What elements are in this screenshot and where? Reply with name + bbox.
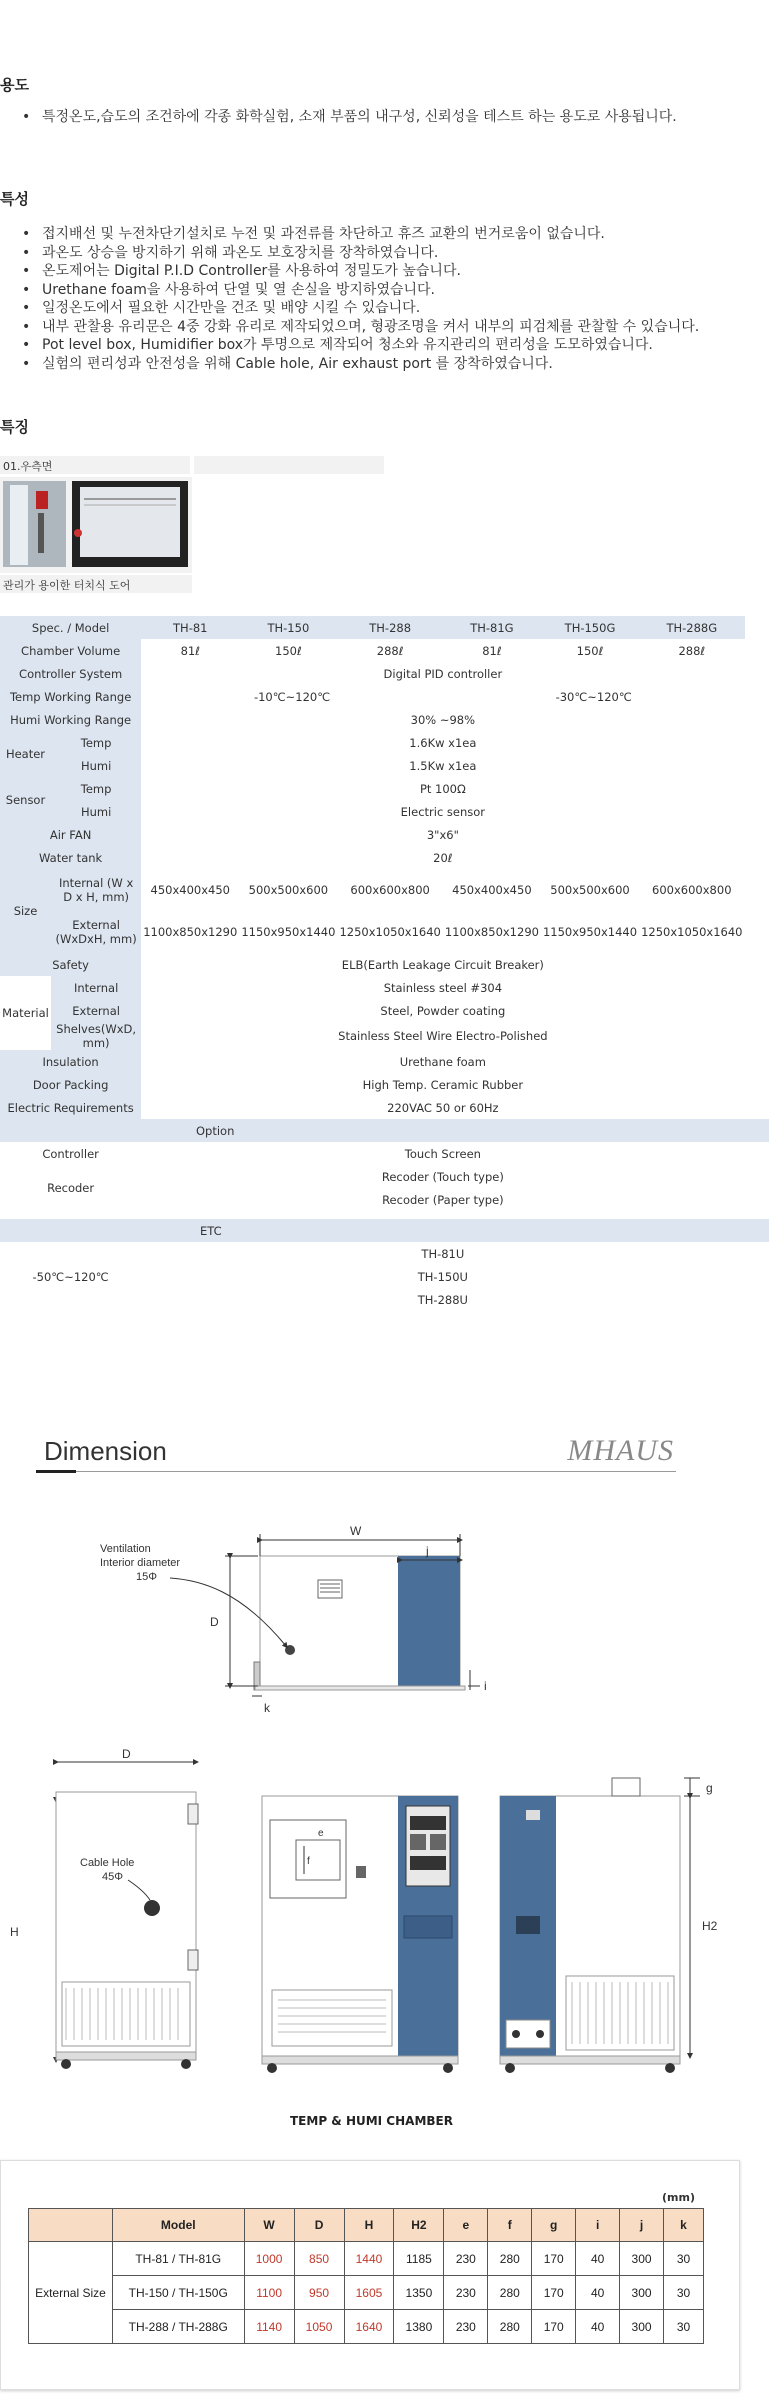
- cell: 280: [488, 2310, 532, 2344]
- dimension-title: Dimension: [44, 1436, 167, 1466]
- cell: 3"x6": [426, 827, 459, 842]
- cell: -30℃~120℃: [555, 689, 632, 704]
- row-label: Sensor: [0, 777, 51, 823]
- special-caption: 관리가 용이한 터치식 도어: [0, 575, 192, 593]
- cell: 40: [576, 2242, 620, 2276]
- row-label: Electric Requirements: [0, 1096, 141, 1119]
- cell: Recoder (Paper type): [382, 1192, 504, 1207]
- special-tab-empty: [194, 456, 384, 474]
- cell: 1250x1050x1640: [641, 925, 743, 939]
- table-row: [0, 846, 769, 869]
- cell: 150ℓ: [576, 643, 604, 658]
- drawing-caption: TEMP & HUMI CHAMBER: [290, 2114, 453, 2128]
- special-title: 특징: [0, 418, 29, 436]
- feature-item: • 일정온도에서 필요한 시간만을 건조 및 배양 시킬 수 있습니다.: [22, 299, 759, 318]
- cell: -10℃~120℃: [253, 689, 331, 704]
- dimension-header: [36, 1428, 676, 1472]
- dim-header-cell: j: [620, 2209, 664, 2242]
- table-row: [29, 2276, 704, 2310]
- label-g: g: [706, 1781, 713, 1795]
- row-label: Air FAN: [0, 823, 141, 846]
- spec-header-cell: TH-288G: [639, 616, 744, 639]
- label-h: H: [10, 1925, 19, 1939]
- cell: 230: [444, 2310, 488, 2344]
- row-label: Controller: [42, 1146, 99, 1161]
- back-view-drawing: [500, 1778, 718, 2073]
- cell: 170: [532, 2242, 576, 2276]
- row-label: Size: [0, 869, 51, 953]
- label-d-top: D: [210, 1615, 219, 1629]
- cell: 288ℓ: [678, 643, 706, 658]
- feature-item: • 과온도 상승을 방지하기 위해 과온도 보호장치를 장착하였습니다.: [22, 244, 759, 263]
- dim-header-cell: H: [344, 2209, 394, 2242]
- row-label: Chamber Volume: [0, 639, 141, 662]
- cell: 1000: [244, 2242, 294, 2276]
- cell: Touch Screen: [404, 1146, 481, 1161]
- label-d-side: D: [122, 1747, 131, 1761]
- cell: Stainless Steel Wire Electro-Polished: [338, 1029, 548, 1043]
- cell: 280: [488, 2276, 532, 2310]
- cell: 230: [444, 2242, 488, 2276]
- feature-item: • 온도제어는 Digital P.I.D Controller를 사용하여 정밀도가 높습니다.: [22, 262, 759, 281]
- feature-item: • 내부 관찰용 유리문은 4중 강화 유리로 제작되었으며, 형광조명을 켜서 내부의 피검체를 관찰할 수 있습니다.: [22, 318, 759, 337]
- side-view-drawing: [10, 1747, 198, 2069]
- spec-header-cell: TH-81: [141, 616, 239, 639]
- cell: 1140: [244, 2310, 294, 2344]
- cell: 30: [664, 2276, 704, 2310]
- dim-header-cell: D: [294, 2209, 344, 2242]
- features-title: 특성: [0, 190, 29, 208]
- group-label: External Size: [29, 2242, 113, 2344]
- title-underline: [36, 1470, 76, 1473]
- table-row: [0, 1142, 769, 1165]
- cell: Urethane foam: [399, 1054, 486, 1069]
- cell: 150ℓ: [275, 643, 302, 658]
- cell: 1185: [394, 2242, 444, 2276]
- cell: 300: [620, 2276, 664, 2310]
- cell: 600x600x800: [350, 883, 430, 897]
- sub-label: Humi: [51, 754, 141, 777]
- dim-header-cell: W: [244, 2209, 294, 2242]
- spec-header-cell: TH-150: [239, 616, 337, 639]
- option-title: Option: [0, 1119, 769, 1142]
- dim-header-cell: i: [576, 2209, 620, 2242]
- special-tab[interactable]: 01.우측면: [0, 456, 190, 474]
- option-header-row: [0, 1119, 769, 1142]
- table-row: [0, 1022, 769, 1050]
- cell: 230: [444, 2276, 488, 2310]
- cell: 1605: [344, 2276, 394, 2310]
- spec-header-cell: TH-81G: [443, 616, 541, 639]
- cell: Electric sensor: [400, 804, 486, 819]
- cell: 1640: [344, 2310, 394, 2344]
- table-row: [0, 662, 769, 685]
- cell: TH-288 / TH-288G: [112, 2310, 244, 2344]
- cell: ELB(Earth Leakage Circuit Breaker): [341, 957, 544, 972]
- etc-header-row: [0, 1219, 769, 1242]
- spec-table: [0, 616, 769, 1311]
- table-row: [0, 1073, 769, 1096]
- cell: 288ℓ: [376, 643, 404, 658]
- table-row: [0, 731, 769, 754]
- cell: 450x400x450: [452, 883, 532, 897]
- cell: 40: [576, 2310, 620, 2344]
- label-h2: H2: [702, 1919, 718, 1933]
- table-row: [0, 911, 769, 953]
- row-label: Humi Working Range: [0, 708, 141, 731]
- sub-label: Temp: [51, 777, 141, 800]
- label-i: i: [484, 1679, 487, 1693]
- sub-label: External: [51, 999, 141, 1022]
- brand-logo: MHAUS: [567, 1434, 674, 1467]
- cell: 500x500x600: [248, 883, 329, 897]
- etc-title: ETC: [0, 1219, 769, 1242]
- cable-label-2: 45Φ: [102, 1871, 124, 1883]
- row-label: -50℃~120℃: [32, 1269, 109, 1284]
- cell: Stainless steel #304: [383, 980, 503, 995]
- feature-item: • 실험의 편리성과 안전성을 위해 Cable hole, Air exhaust port 를 장착하였습니다.: [22, 355, 759, 374]
- dimension-drawing: [0, 1520, 769, 2120]
- front-view-drawing: [262, 1796, 458, 2073]
- table-row: [0, 1242, 769, 1265]
- usage-title: 용도: [0, 76, 29, 94]
- spec-header-row: [0, 616, 769, 639]
- dim-header-cell: H2: [394, 2209, 444, 2242]
- cell: 1.5Kw x1ea: [409, 758, 477, 773]
- vent-label-3: 15Φ: [136, 1571, 158, 1583]
- cell: Recoder (Touch type): [381, 1169, 504, 1184]
- dim-header-cell: k: [664, 2209, 704, 2242]
- row-label: Controller System: [0, 662, 141, 685]
- cell: 1050: [294, 2310, 344, 2344]
- table-row: [0, 823, 769, 846]
- cell: 20ℓ: [433, 850, 453, 865]
- spec-header-cell: TH-288: [337, 616, 442, 639]
- cell: 1100x850x1290: [444, 925, 539, 939]
- dim-header-cell: Model: [112, 2209, 244, 2242]
- cell: 950: [294, 2276, 344, 2310]
- cell: 1150x950x1440: [241, 925, 336, 939]
- dimension-table: [28, 2208, 704, 2344]
- cell: 30% ~98%: [410, 712, 476, 727]
- label-k: k: [264, 1701, 270, 1715]
- table-row: [0, 1165, 769, 1188]
- sub-label: Temp: [51, 731, 141, 754]
- table-row: [0, 685, 769, 708]
- cell: 300: [620, 2310, 664, 2344]
- dim-header-cell: g: [532, 2209, 576, 2242]
- table-row: [0, 976, 769, 999]
- feature-item: • Urethane foam을 사용하여 단열 및 열 손실을 방지하였습니다.: [22, 281, 759, 300]
- cell: 1100x850x1290: [143, 925, 238, 939]
- table-row: [29, 2310, 704, 2344]
- label-j: j: [426, 1544, 429, 1558]
- table-row: [0, 639, 769, 662]
- row-label: Heater: [0, 731, 51, 777]
- spacer-row: [0, 1211, 769, 1219]
- spec-header-cell: TH-150G: [541, 616, 639, 639]
- cell: 1380: [394, 2310, 444, 2344]
- dim-header-cell: f: [488, 2209, 532, 2242]
- table-row: [0, 708, 769, 731]
- product-photo-frame: [0, 477, 192, 573]
- cell: 450x400x450: [150, 883, 230, 897]
- unit-label: (mm): [662, 2191, 695, 2204]
- cell: 220VAC 50 or 60Hz: [387, 1100, 499, 1115]
- cell: 500x500x600: [550, 883, 630, 897]
- usage-item: • 특정온도,습도의 조건하에 각종 화학실험, 소재 부품의 내구성, 신뢰성을 테스트 하는 용도로 사용됩니다.: [22, 108, 759, 127]
- cell: 170: [532, 2310, 576, 2344]
- vent-label-2: Interior diameter: [100, 1557, 181, 1569]
- cell: 30: [664, 2310, 704, 2344]
- cell: 30: [664, 2242, 704, 2276]
- table-row: [0, 777, 769, 800]
- cell: 300: [620, 2242, 664, 2276]
- table-row: [0, 869, 769, 911]
- sub-label: Shelves(WxD, mm): [51, 1022, 141, 1050]
- cell: Pt 100Ω: [419, 781, 466, 796]
- usage-list: [22, 108, 759, 127]
- cell: TH-81 / TH-81G: [112, 2242, 244, 2276]
- cell: Digital PID controller: [383, 666, 503, 681]
- table-row: [0, 999, 769, 1022]
- sub-label: Internal (W x D x H, mm): [51, 869, 141, 911]
- sub-label: Humi: [51, 800, 141, 823]
- feature-item: • 접지배선 및 누전차단기설치로 누전 및 과전류를 차단하고 휴즈 교환의 번거로움이 없습니다.: [22, 225, 759, 244]
- table-row: [0, 800, 769, 823]
- table-row: [0, 1096, 769, 1119]
- sub-label: Internal: [51, 976, 141, 999]
- row-label: Temp Working Range: [0, 685, 141, 708]
- dim-header-cell: e: [444, 2209, 488, 2242]
- cell: TH-81U: [421, 1246, 465, 1261]
- top-view-drawing: [100, 1524, 487, 1715]
- label-e: e: [318, 1828, 324, 1839]
- cell: 1.6Kw x1ea: [409, 735, 477, 750]
- spec-header-cell: Spec. / Model: [0, 616, 141, 639]
- row-label: Recoder: [47, 1181, 95, 1195]
- row-label: Safety: [0, 953, 141, 976]
- cell: 1440: [344, 2242, 394, 2276]
- table-row: [0, 1050, 769, 1073]
- vent-label-1: Ventilation: [100, 1543, 151, 1555]
- label-w: W: [350, 1524, 362, 1538]
- features-list: [22, 225, 759, 373]
- sub-label: External (WxDxH, mm): [51, 911, 141, 953]
- cell: 1350: [394, 2276, 444, 2310]
- cell: 81ℓ: [482, 643, 502, 658]
- cell: High Temp. Ceramic Rubber: [362, 1077, 524, 1092]
- product-photo: [0, 477, 192, 573]
- cell: 280: [488, 2242, 532, 2276]
- cell: 170: [532, 2276, 576, 2310]
- cell: Steel, Powder coating: [380, 1003, 506, 1018]
- label-f: f: [307, 1856, 310, 1867]
- cell: 40: [576, 2276, 620, 2310]
- row-label: Door Packing: [0, 1073, 141, 1096]
- dimension-header-row: [29, 2209, 704, 2242]
- table-row: [29, 2242, 704, 2276]
- feature-item: • Pot level box, Humidifier box가 투명으로 제작되어 청소와 유지관리의 편리성을 도모하였습니다.: [22, 336, 759, 355]
- cell: 600x600x800: [652, 883, 732, 897]
- row-label: Insulation: [0, 1050, 141, 1073]
- cell: 850: [294, 2242, 344, 2276]
- cell: TH-150 / TH-150G: [112, 2276, 244, 2310]
- table-row: [0, 754, 769, 777]
- cable-label-1: Cable Hole: [80, 1857, 135, 1869]
- row-label: Material: [0, 976, 51, 1050]
- cell: TH-288U: [417, 1292, 468, 1307]
- table-row: [0, 953, 769, 976]
- cell: 81ℓ: [180, 643, 200, 658]
- cell: 1150x950x1440: [542, 925, 638, 939]
- row-label: Water tank: [0, 846, 141, 869]
- cell: TH-150U: [417, 1269, 468, 1284]
- cell: 1100: [244, 2276, 294, 2310]
- cell: 1250x1050x1640: [339, 925, 441, 939]
